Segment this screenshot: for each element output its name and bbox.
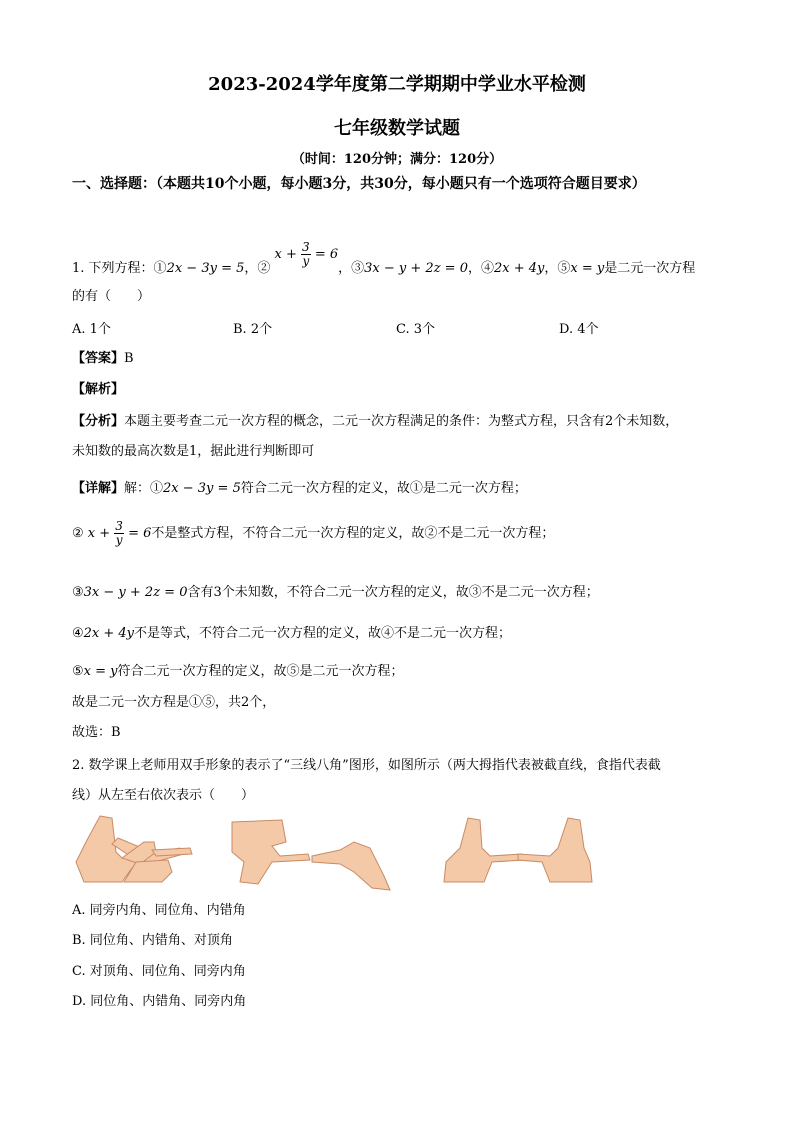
q1-eq3: 3x − y + 2z = 0	[364, 261, 468, 276]
hand-figure-3	[444, 818, 592, 882]
q1-option-a: A. 1个	[72, 322, 111, 337]
q2-stem-line1: 2. 数学课上老师用双手形象的表示了“三线八角”图形，如图所示（两大拇指代表被截直线，食指代表截	[72, 758, 661, 773]
q1-eq1: 2x − 3y = 5	[166, 261, 245, 276]
q1-option-d: D. 4个	[559, 322, 599, 337]
q1-detail-4: ④2x + 4y不是等式，不符合二元一次方程的定义，故④不是二元一次方程；	[72, 626, 512, 641]
q1-detail-3: ③3x − y + 2z = 0含有3个未知数，不符合二元一次方程的定义，故③不是二元一次方程；	[72, 585, 599, 600]
q1-choose: 故选：B	[72, 725, 121, 740]
q1-fenxi-line1: 【分析】本题主要考查二元一次方程的概念，二元一次方程满足的条件：为整式方程，只含有2个未知数，	[72, 414, 679, 429]
q1-answer: 【答案】B	[72, 351, 134, 366]
title-line-1: 2023-2024学年度第二学期期中学业水平检测	[208, 74, 586, 95]
three-lines-eight-angles-hands-figure	[72, 812, 612, 892]
q1-option-c: C. 3个	[396, 322, 436, 337]
q1-stem-line2: 的有（ ）	[72, 289, 151, 304]
exam-subtitle: （时间：120分钟；满分：120分）	[291, 152, 503, 167]
title-line-2: 七年级数学试题	[334, 118, 460, 139]
q1-eq5: x = y	[570, 261, 605, 276]
q1-detail-5: ⑤x = y符合二元一次方程的定义，故⑤是二元一次方程；	[72, 664, 404, 679]
q1-eq4: 2x + 4y	[494, 261, 545, 276]
q2-option-c: C. 对顶角、同位角、同旁内角	[72, 964, 246, 979]
q2-option-b: B. 同位角、内错角、对顶角	[72, 933, 233, 948]
hand-figure-2	[232, 820, 390, 890]
q1-conclusion: 故是二元一次方程是①⑤，共2个，	[72, 695, 276, 710]
q2-stem-line2: 线）从左至右依次表示（ ）	[72, 788, 255, 803]
q1-detail-1: 【详解】解：①2x − 3y = 5符合二元一次方程的定义，故①是二元一次方程；	[72, 481, 527, 496]
q2-option-a: A. 同旁内角、同位角、内错角	[72, 903, 246, 918]
q1-eq2: x + $\frac{3}{y}$ = 6	[274, 240, 339, 268]
hand-figure-1	[76, 816, 192, 882]
q2-option-d: D. 同位角、内错角、同旁内角	[72, 994, 247, 1009]
q1-fenxi-line2: 未知数的最高次数是1，据此进行判断即可	[72, 444, 315, 459]
q1-detail-2: ② x + $\frac{3}{y}$ = 6不是整式方程，不符合二元一次方程的定义，故②不是二元一次方程；	[72, 519, 555, 547]
q1-analysis-tag: 【解析】	[72, 382, 125, 397]
section-heading: 一、选择题：（本题共10个小题，每小题3分，共30分，每小题只有一个选项符合题目要求）	[72, 176, 646, 192]
q1-stem-line1: 1. 下列方程：①2x − 3y = 5，② x + $\frac{3}{y}$ = 6，③3x − y + 2z = 0，④2x + 4y，⑤x = y是二元一次方程	[72, 240, 696, 276]
q1-option-b: B. 2个	[233, 322, 273, 337]
